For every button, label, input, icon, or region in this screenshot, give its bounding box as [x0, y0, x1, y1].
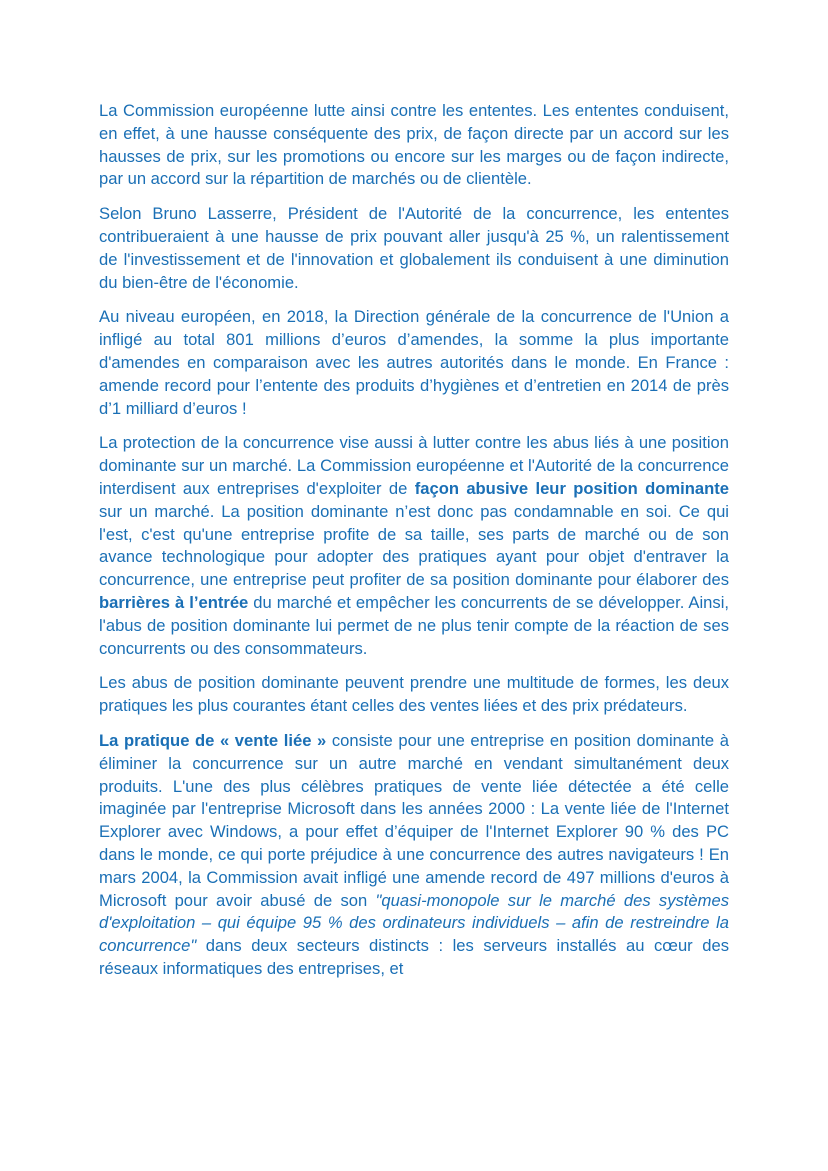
- paragraph-formes-abus: Les abus de position dominante peuvent prendre une multitude de formes, les deux pratiques les plus courantes étant celles des ventes liées et des prix prédateurs.: [99, 673, 729, 716]
- text-run: consiste pour une entreprise en position dominante à éliminer la concurrence sur un autre marché en vendant simultanément deux produits. L'une des plus célèbres pratiques de vente liée détectée a été celle imaginée par l'entreprise Microsoft dans les années 2000 : La vente liée de l'Internet Explorer avec Windows, a pour effet d’équiper de l'Internet Explorer 90 % des PC dans le monde, ce qui porte préjudice à une concurrence des autres navigateurs ! En mars 2004, la Commission avait infligé une amende record de 497 millions d'euros à Microsoft pour avoir abusé de son: [99, 730, 729, 910]
- document-body: [99, 100, 729, 993]
- text-run: du marché et empêcher les concurrents de se développer. Ainsi, l'abus de position dominante lui permet de ne plus tenir compte de la réaction de ses concurrents ou des consommateurs.: [99, 592, 729, 658]
- paragraph-ententes: La Commission européenne lutte ainsi contre les ententes. Les ententes conduisent, en effet, à une hausse conséquente des prix, de façon directe par un accord sur les hausses de prix, sur les promotions ou encore sur les marges ou de façon indirecte, par un accord sur la répartition de marchés ou de clientèle.: [99, 101, 729, 189]
- emphasis-vente-liee: La pratique de « vente liée »: [99, 730, 327, 750]
- paragraph-vente-liee: [99, 730, 729, 981]
- paragraph-amendes: Au niveau européen, en 2018, la Direction générale de la concurrence de l'Union a infligé au total 801 millions d’euros d’amendes, la somme la plus importante d'amendes en comparaison avec les autres autorités dans le monde. En France : amende record pour l’entente des produits d’hygiènes et d’entretien en 2014 de près d’1 milliard d’euros !: [99, 307, 729, 418]
- emphasis-abus-position: façon abusive leur position dominante: [414, 478, 730, 498]
- emphasis-barrieres-entree: barrières à l’entrée: [99, 592, 249, 612]
- text-run: dans deux secteurs distincts : les serveurs installés au cœur des réseaux informatiques des entreprises, et: [99, 936, 729, 978]
- text-run: sur un marché. La position dominante n’est donc pas condamnable en soi. Ce qui l'est, c'est qu'une entreprise profite de sa taille, ses parts de marché ou de son avance technologique pour adopter des pratiques ayant pour objet d'entraver la concurrence, une entreprise peut profiter de sa position dominante pour élaborer des: [99, 501, 729, 590]
- paragraph-lasserre: Selon Bruno Lasserre, Président de l'Autorité de la concurrence, les ententes contribueraient à une hausse de prix pouvant aller jusqu'à 25 %, un ralentissement de l'investissement et de l'innovation et globalement ils conduisent à une diminution du bien-être de l'économie.: [99, 204, 729, 292]
- text-run: La protection de la concurrence vise aussi à lutter contre les abus liés à une position dominante sur un marché. La Commission européenne et l'Autorité de la concurrence interdisent aux entreprises d'exploiter de: [99, 433, 729, 498]
- quote-quasi-monopole: "quasi-monopole sur le marché des systèmes d'exploitation – qui équipe 95 % des ordinateurs individuels – afin de restreindre la concurrence": [99, 890, 729, 956]
- paragraph-position-dominante: [99, 432, 729, 660]
